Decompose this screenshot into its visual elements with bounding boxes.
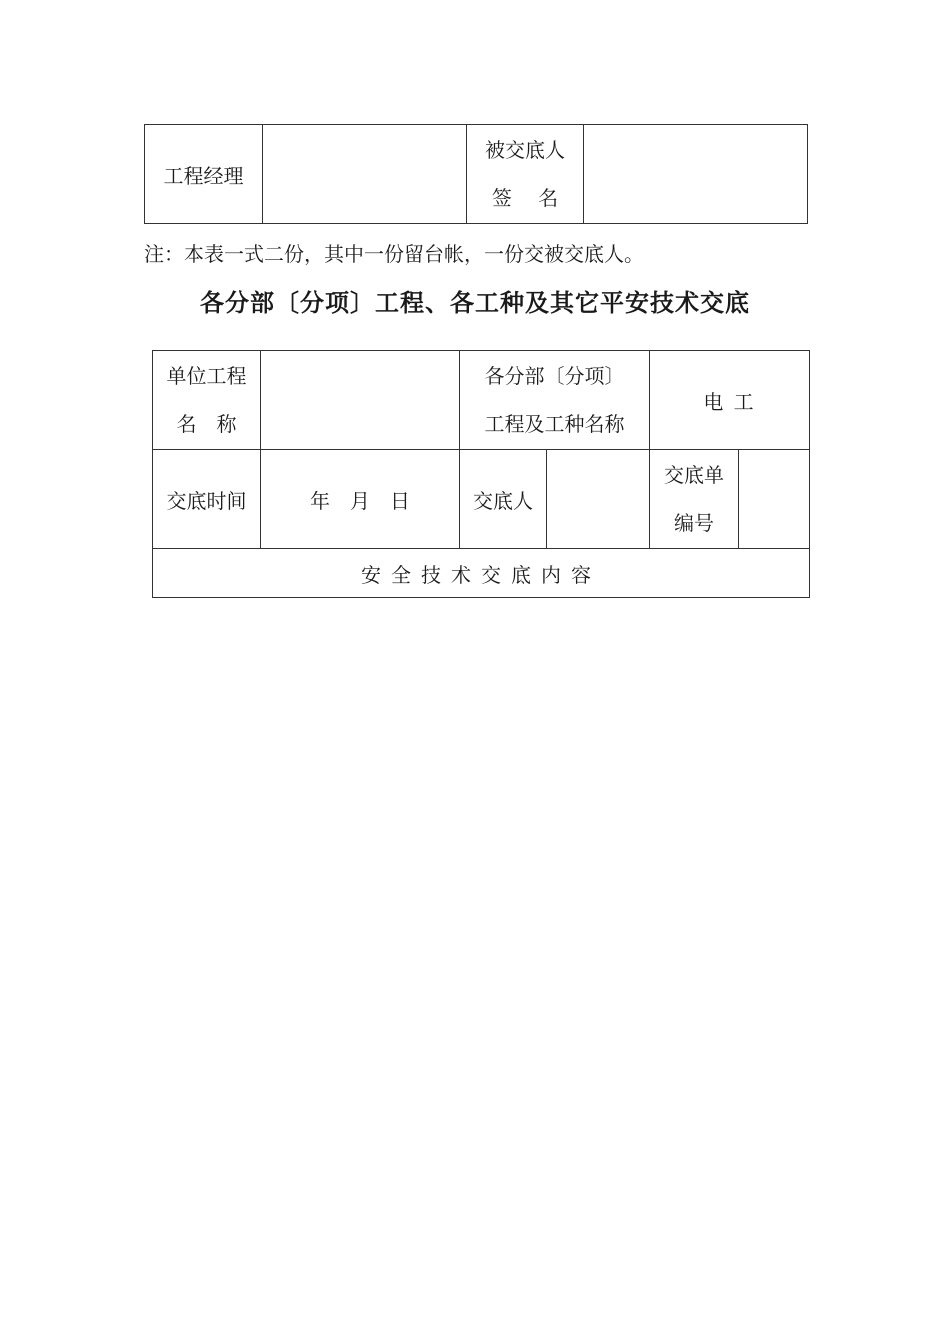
- unit-project-value[interactable]: [261, 351, 460, 450]
- trade-value: 电 工: [650, 351, 810, 450]
- signer-label-line1: 被交底人: [485, 138, 565, 162]
- manager-signature-cell[interactable]: [263, 125, 467, 224]
- briefing-time-label: 交底时间: [153, 450, 261, 549]
- signer-signature-cell[interactable]: [584, 125, 808, 224]
- unit-project-label-line2: 名 称: [176, 412, 237, 436]
- form-number-label: [650, 450, 739, 549]
- subproject-label-line1: 各分部〔分项〕: [484, 364, 625, 388]
- form-number-label-line1: 交底单: [664, 463, 724, 487]
- document-title: 各分部〔分项〕工程、各工种及其它平安技术交底: [200, 288, 750, 317]
- signer-label: [467, 125, 584, 224]
- unit-project-label: [153, 351, 261, 450]
- content-header: 安全技术交底内容: [153, 549, 810, 598]
- table-note: 注：本表一式二份，其中一份留台帐，一份交被交底人。: [144, 242, 644, 266]
- safety-briefing-form: [152, 350, 810, 598]
- signature-table: [144, 124, 808, 224]
- unit-project-label-line1: 单位工程: [166, 364, 247, 388]
- manager-label: 工程经理: [145, 125, 263, 224]
- form-number-label-line2: 编号: [674, 511, 714, 535]
- subproject-label-line2: 工程及工种名称: [484, 412, 625, 436]
- briefing-date-value[interactable]: 年 月 日: [261, 450, 460, 549]
- presenter-value[interactable]: [547, 450, 650, 549]
- form-number-value[interactable]: [739, 450, 810, 549]
- subproject-label: [460, 351, 650, 450]
- presenter-label: 交底人: [460, 450, 547, 549]
- signer-label-line2: 签 名: [491, 186, 559, 210]
